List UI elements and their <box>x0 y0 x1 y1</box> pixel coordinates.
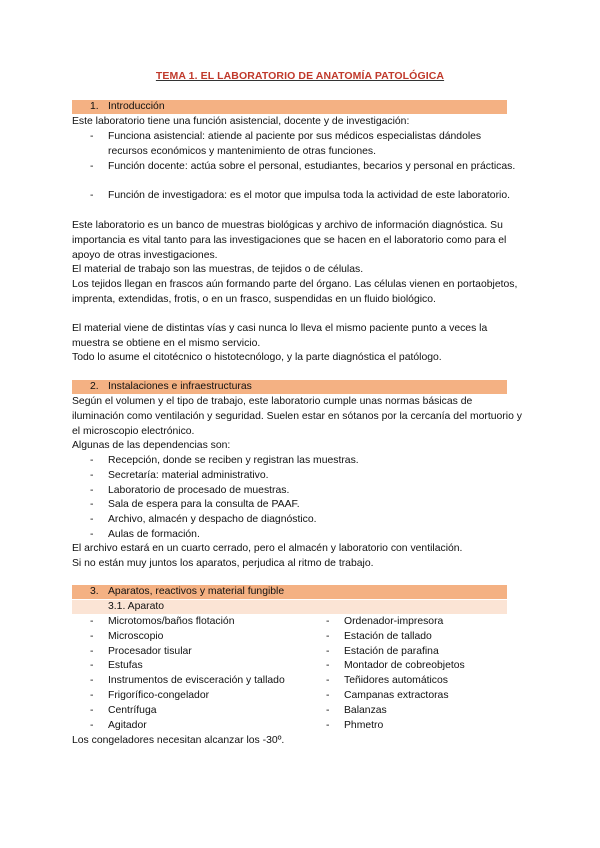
list-item <box>72 469 522 484</box>
bullet-dash: - <box>90 616 94 627</box>
bullet-text: Función de investigadora: es el motor que impulsa toda la actividad de este laboratorio. <box>108 190 511 201</box>
section-2-number: 2. <box>90 381 99 392</box>
section-1-heading <box>72 100 507 114</box>
bullet-dash: - <box>90 660 94 672</box>
section-1-intro: Este laboratorio tiene una función asistencial, docente y de investigación: <box>72 116 410 127</box>
list-item <box>72 528 522 543</box>
list-item <box>90 630 285 645</box>
list-item <box>72 454 522 469</box>
subsection-3-1-title: 3.1. Aparato <box>108 601 165 612</box>
list-item <box>90 674 285 689</box>
bullet-text: Aulas de formación. <box>108 529 200 540</box>
list-item <box>90 659 285 674</box>
equipment-list-left <box>90 615 285 733</box>
list-item <box>72 130 522 160</box>
bullet-text: Archivo, almacén y despacho de diagnóstico. <box>108 514 317 525</box>
section-2-title: Instalaciones e infraestructuras <box>108 381 252 392</box>
list-item <box>90 615 285 630</box>
bullet-text: Sala de espera para la consulta de PAAF. <box>108 499 300 510</box>
bullet-text: Secretaría: material administrativo. <box>108 470 269 481</box>
equipment-item: Agitador <box>108 719 147 731</box>
equipment-item: Montador de cobreobjetos <box>344 660 465 672</box>
subsection-3-1-heading <box>72 600 507 614</box>
bullet-dash: - <box>90 485 94 496</box>
bullet-text: Laboratorio de procesado de muestras. <box>108 485 290 496</box>
bullet-dash: - <box>326 645 330 657</box>
equipment-item: Balanzas <box>344 704 387 716</box>
page-title <box>0 70 600 82</box>
list-item <box>90 689 285 704</box>
bullet-dash: - <box>326 630 330 642</box>
bullet-dash: - <box>326 719 330 731</box>
equipment-item: Procesador tisular <box>108 645 192 657</box>
section-1-number: 1. <box>90 101 99 112</box>
list-item <box>326 615 465 630</box>
paragraph: El material de trabajo son las muestras, de tejidos o de células. <box>72 264 364 275</box>
bullet-dash: - <box>90 689 94 701</box>
equipment-item: Phmetro <box>344 719 384 731</box>
bullet-dash: - <box>90 499 94 510</box>
list-item <box>326 659 465 674</box>
equipment-list-right <box>326 615 465 733</box>
section-2-heading <box>72 380 507 394</box>
paragraph: El archivo estará en un cuarto cerrado, pero el almacén y laboratorio con ventilación. <box>72 543 463 554</box>
list-item <box>72 189 522 204</box>
list-item <box>326 704 465 719</box>
bullet-dash: - <box>326 660 330 672</box>
equipment-item: Teñidores automáticos <box>344 675 448 687</box>
section-3-heading <box>72 585 507 599</box>
list-item <box>72 160 522 175</box>
list-item <box>72 498 522 513</box>
list-item <box>90 719 285 734</box>
equipment-item: Estación de tallado <box>344 630 432 642</box>
title-text: TEMA 1. EL LABORATORIO DE ANATOMÍA PATOLÓGICA <box>155 70 445 82</box>
equipment-item: Estación de parafina <box>344 645 439 657</box>
list-item <box>90 645 285 660</box>
bullet-dash: - <box>326 704 330 716</box>
paragraph: Los tejidos llegan en frascos aún formando parte del órgano. Las células vienen en portaobjetos, imprenta, extendidas, frotis, o en un frasco, suspendidas en un fluido biológico. <box>72 279 518 305</box>
equipment-item: Instrumentos de evisceración y tallado <box>108 675 285 687</box>
bullet-dash: - <box>90 645 94 657</box>
paragraph: Este laboratorio es un banco de muestras biológicas y archivo de información diagnóstica. Su importancia es vital tanto para las investigaciones que se hacen en el laboratorio como para el apoyo de otras investigaciones. <box>72 220 507 261</box>
list-item <box>72 484 522 499</box>
equipment-item: Centrífuga <box>108 704 157 716</box>
bullet-dash: - <box>90 161 94 172</box>
equipment-item: Frigorífico-congelador <box>108 689 210 701</box>
bullet-dash: - <box>90 630 94 642</box>
bullet-dash: - <box>90 719 94 731</box>
section-3-title: Aparatos, reactivos y material fungible <box>108 586 285 597</box>
paragraph: Si no están muy juntos los aparatos, perjudica al ritmo de trabajo. <box>72 558 374 569</box>
section-2-lead: Algunas de las dependencias son: <box>72 440 231 451</box>
bullet-dash: - <box>90 704 94 716</box>
list-item <box>326 689 465 704</box>
section-3-note: Los congeladores necesitan alcanzar los -30º. <box>72 735 285 746</box>
bullet-dash: - <box>90 675 94 687</box>
list-item <box>326 645 465 660</box>
bullet-text: Funciona asistencial: atiende al paciente por sus médicos especialistas dándoles recursos económicos y mantenimiento de otras funciones. <box>108 131 482 157</box>
equipment-item: Ordenador-impresora <box>344 616 444 627</box>
bullet-dash: - <box>90 131 94 142</box>
bullet-dash: - <box>90 455 94 466</box>
bullet-text: Recepción, donde se reciben y registran las muestras. <box>108 455 359 466</box>
list-item <box>72 513 522 528</box>
equipment-item: Campanas extractoras <box>344 689 449 701</box>
bullet-text: Función docente: actúa sobre el personal, estudiantes, becarios y personal en prácticas. <box>108 161 516 172</box>
list-item <box>326 719 465 734</box>
section-1-title: Introducción <box>108 101 165 112</box>
bullet-dash: - <box>90 470 94 481</box>
equipment-item: Estufas <box>108 660 143 672</box>
bullet-dash: - <box>326 689 330 701</box>
list-item <box>326 674 465 689</box>
equipment-item: Microscopio <box>108 630 164 642</box>
list-item <box>326 630 465 645</box>
list-item <box>90 704 285 719</box>
bullet-dash: - <box>90 514 94 525</box>
bullet-dash: - <box>326 675 330 687</box>
paragraph: El material viene de distintas vías y casi nunca lo lleva el mismo paciente punto a veces la muestra se obtiene en el mismo servicio. <box>72 323 488 349</box>
bullet-dash: - <box>90 190 94 201</box>
bullet-dash: - <box>90 529 94 540</box>
section-3-number: 3. <box>90 586 99 597</box>
paragraph: Todo lo asume el citotécnico o histotecnólogo, y la parte diagnóstica el patólogo. <box>72 352 442 363</box>
bullet-dash: - <box>326 616 330 627</box>
section-2-intro: Según el volumen y el tipo de trabajo, este laboratorio cumple unas normas básicas de iluminación como ventilación y seguridad. Suelen estar en sótanos por la cercanía del mortuorio y el microscopio electrónico. <box>72 396 522 437</box>
equipment-item: Microtomos/baños flotación <box>108 616 235 627</box>
